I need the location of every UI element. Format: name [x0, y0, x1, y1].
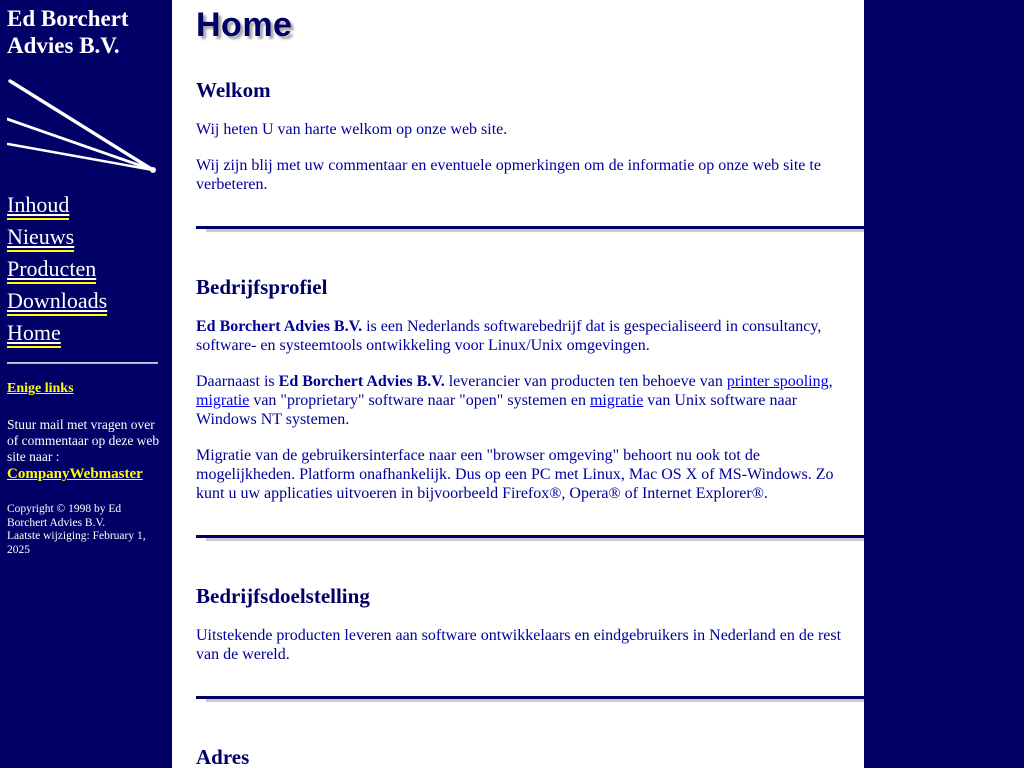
- paragraph-text: van "proprietary" software naar "open" systemen en: [249, 392, 590, 409]
- sidebar-divider: [7, 362, 158, 364]
- company-name-line1: Ed Borchert: [7, 6, 129, 31]
- sidebar-item-downloads[interactable]: Downloads: [7, 289, 107, 316]
- copyright-notice: [7, 503, 164, 557]
- migratie-link-2[interactable]: migratie: [589, 392, 644, 409]
- migratie-link-1[interactable]: migratie: [196, 392, 250, 409]
- sidebar-item-inhoud[interactable]: Inhoud: [7, 193, 69, 220]
- paragraph-text: ,: [828, 373, 833, 390]
- company-name-bold: Ed Borchert Advies B.V.: [196, 318, 363, 335]
- adres-heading: Adres: [196, 745, 250, 768]
- company-name-line2: Advies B.V.: [7, 33, 120, 58]
- company-name-bold: Ed Borchert Advies B.V.: [278, 373, 445, 390]
- enige-links-link[interactable]: Enige links: [7, 381, 74, 396]
- bedrijfsprofiel-paragraph-1: [196, 317, 844, 355]
- paragraph-text: is een Nederlands softwarebedrijf dat is gespecialiseerd in consultancy, software- en systeemtools ontwikkeling voor Linux/Unix omgevingen.: [196, 318, 822, 354]
- paragraph-text: leverancier van producten ten behoeve van: [444, 373, 727, 390]
- sidebar-item-home[interactable]: Home: [7, 321, 61, 348]
- bedrijfsprofiel-paragraph-2: [196, 372, 844, 429]
- company-name: [7, 5, 164, 59]
- paragraph-text: van Unix software naar Windows NT systemen.: [196, 392, 798, 428]
- bedrijfsdoelstelling-paragraph: Uitstekende producten leveren aan software ontwikkelaars en eindgebruikers in Nederland en de rest van de wereld.: [196, 627, 842, 663]
- section-divider: [196, 535, 864, 542]
- welkom-paragraph-1: Wij heten U van harte welkom op onze web site.: [196, 121, 508, 138]
- welkom-paragraph-2: Wij zijn blij met uw commentaar en eventuele opmerkingen om de informatie op onze web site te verbeteren.: [196, 157, 821, 193]
- bedrijfsdoelstelling-heading: Bedrijfsdoelstelling: [196, 584, 370, 608]
- sidebar-nav: [7, 193, 164, 348]
- company-logo: [7, 71, 164, 177]
- right-margin-background: [864, 0, 1024, 768]
- sidebar-item-nieuws[interactable]: Nieuws: [7, 225, 74, 252]
- sidebar-item-producten[interactable]: Producten: [7, 257, 96, 284]
- welkom-heading: Welkom: [196, 78, 271, 102]
- section-divider: [196, 696, 864, 703]
- printer-spooling-link[interactable]: printer spooling: [726, 373, 829, 390]
- main-content: [172, 0, 864, 768]
- copyright-line: Copyright © 1998 by Ed Borchert Advies B.V.: [7, 503, 122, 529]
- page-title-banner: Home: [196, 6, 293, 44]
- paragraph-text: Daarnaast is: [196, 373, 279, 390]
- company-webmaster-link[interactable]: CompanyWebmaster: [7, 466, 143, 482]
- webmaster-mail-text: Stuur mail met vragen over of commentaar op deze web site naar :: [7, 417, 160, 464]
- bedrijfsprofiel-paragraph-3: Migratie van de gebruikersinterface naar een "browser omgeving" behoort nu ook tot de mogelijkheden. Platform onafhankelijk. Dus op een PC met Linux, Mac OS X of MS-Windows. Zo kunt u uw applicaties uitvoeren in bijvoorbeeld Firefox®, Opera® of Internet Explorer®.: [196, 447, 834, 502]
- bedrijfsprofiel-heading: Bedrijfsprofiel: [196, 275, 328, 299]
- sidebar: [0, 0, 172, 768]
- last-modified-line: Laatste wijziging: February 1, 2025: [7, 530, 146, 556]
- swoosh-arrow-logo-icon: [7, 71, 167, 177]
- section-divider: [196, 226, 864, 233]
